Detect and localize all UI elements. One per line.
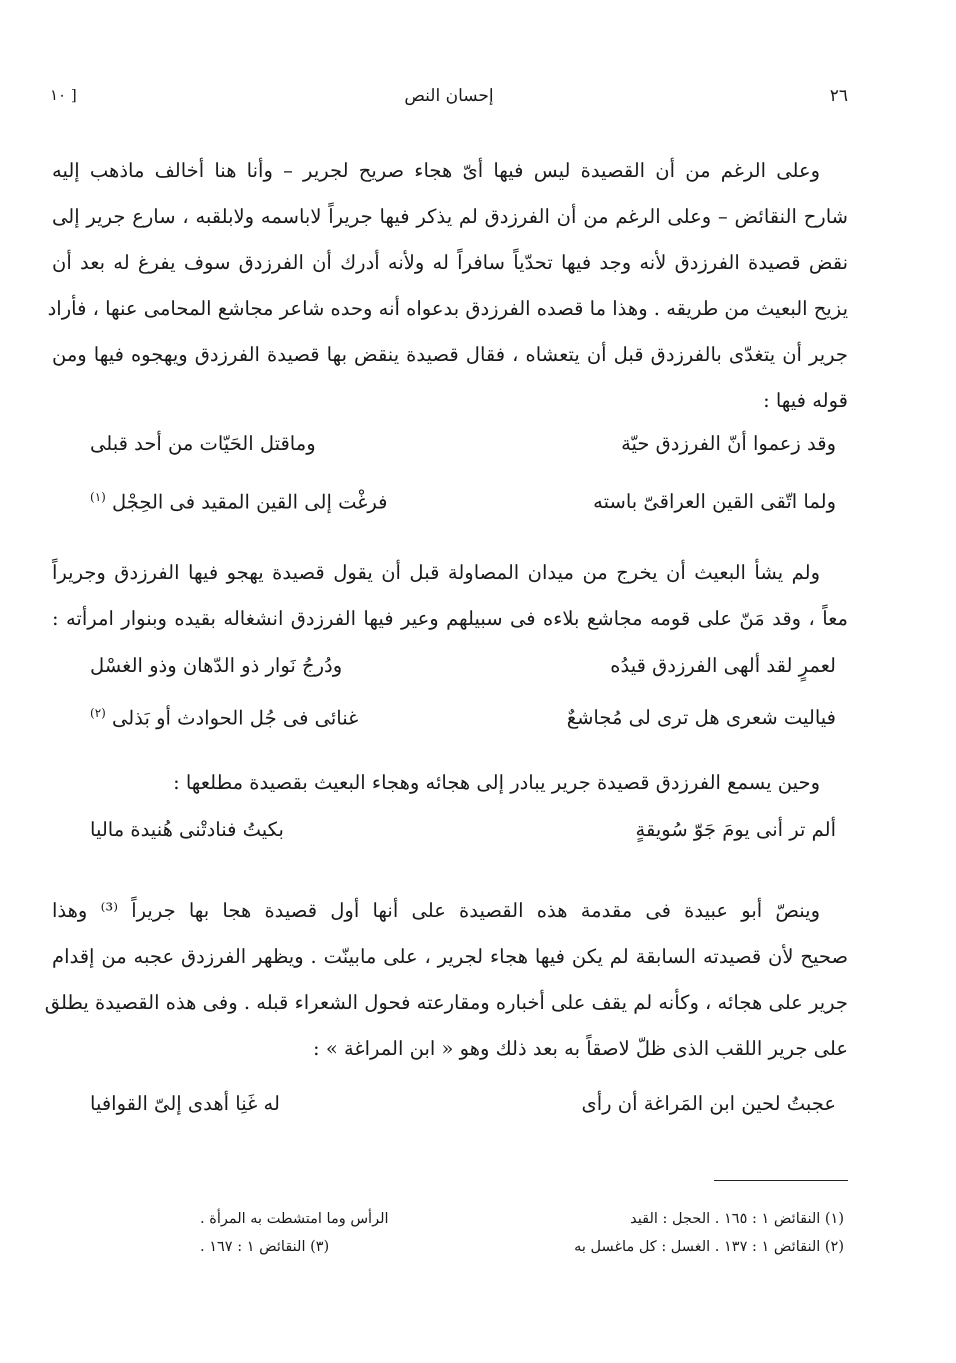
verse-second-hemistich (90, 490, 388, 514)
verse-line (90, 818, 836, 864)
verse-second-hemistich: وماقتل الحَيّات من أحد قبلى (90, 432, 316, 455)
text-line: وينصّ أبو عبيدة فى مقدمة هذه القصيدة على أنها أول قصيدة هجا بها جريراً ⁽³⁾ وهذا (52, 899, 820, 922)
text-line: جرير أن يتغدّى بالفرزدق قبل أن يتعشاه ، فقال قصيدة ينقض بها قصيدة الفرزدق ويهجوه فيها ومن (52, 343, 848, 366)
page-number: ٢٦ (829, 86, 848, 106)
section-mark: [ ١٠ (50, 86, 77, 104)
paragraph-2 (52, 550, 848, 642)
verse-first-hemistich: عجبتُ لحين ابن المَراغة أن رأى (581, 1092, 836, 1115)
footnote-text: (٢) النقائض ١ : ١٣٧ . الغسل : كل ماغسل به (574, 1239, 844, 1255)
running-title: إحسان النص (404, 86, 494, 106)
text-line: يزيح البعيث من طريقه . وهذا ما قصده الفرزدق بدعواه أنه وحده شاعر مجاشع المحامى عنها ، فأراد (47, 297, 848, 320)
footnotes (200, 1205, 844, 1261)
text-line: صحيح لأن قصيدته السابقة لم يكن فيها هجاء لجرير ، على مابينّت . ويظهر الفرزدق عجبه من إقدام (52, 945, 848, 968)
paragraph-1 (47, 148, 848, 424)
footnote-divider (714, 1180, 848, 1181)
verse-second-hemistich: له غَنِا أهدى إلىّ القوافيا (90, 1092, 280, 1115)
verse-text: فرغْت إلى القين المقيد فى الحِجْل (112, 490, 388, 514)
verse-text: غنائى فى جُل الحوادث أو بَذلى (112, 706, 359, 730)
verse-first-hemistich: لعمرٍ لقد ألهى الفرزدق قيدُه (610, 654, 836, 677)
footnote-text: (٣) النقائض ١ : ١٦٧ . (200, 1239, 330, 1255)
text-line: نقض قصيدة الفرزدق لأنه وجد فيها تحدّياً سافراً له ولأنه أدرك أن الفرزدق سوف يفرغ له بعد أن (52, 251, 848, 274)
paragraph-4 (44, 888, 848, 1072)
verse-first-hemistich: ولما اتّقى القين العراقىّ باسته (593, 490, 836, 513)
text-line: وعلى الرغم من أن القصيدة ليس فيها أىّ هجاء صريح لجرير – وأنا هنا أخالف ماذهب إليه (52, 159, 820, 182)
text-line: وحين يسمع الفرزدق قصيدة جرير يبادر إلى هجائه وهجاء البعيث بقصيدة مطلعها : (173, 771, 820, 794)
verse-line (90, 490, 836, 536)
verse-second-hemistich: بكيتُ فنادتْنى هُنيدة ماليا (90, 818, 284, 841)
footnote-text: الرأس وما امتشطت به المرأة . (200, 1211, 389, 1227)
verse-line (90, 654, 836, 700)
text-line: على جرير اللقب الذى ظلّ لاصقاً به بعد ذلك وهو « ابن المراغة » : (313, 1037, 848, 1060)
footnote-row (200, 1205, 844, 1233)
paragraph-3 (52, 760, 848, 806)
text-line: شارح النقائض – وعلى الرغم من أن الفرزدق لم يذكر فيها جريراً لاباسمه ولابلقبه ، سارع جرير إلى (52, 205, 848, 228)
verse-first-hemistich: وقد زعموا أنّ الفرزدق حيّة (621, 432, 836, 455)
footnote-ref: (١) (90, 490, 106, 504)
footnote-ref: (٢) (90, 706, 106, 720)
text-line: معاً ، وقد مَنّ على قومه مجاشع بلاءه فى سبيلهم وعير فيها الفرزدق انشغاله بقيده وبنوار امرأته : (52, 607, 848, 630)
verse-line (90, 1092, 836, 1138)
verse-first-hemistich: فياليت شعرى هل ترى لى مُجاشعٌ (566, 706, 836, 729)
verse-second-hemistich: ودُرجُ نَوار ذو الدّهان وذو الغسْل (90, 654, 343, 677)
text-line: قوله فيها : (763, 389, 848, 412)
footnote-text: (١) النقائض ١ : ١٦٥ . الحجل : القيد (630, 1211, 844, 1227)
text-line: جرير على هجائه ، وكأنه لم يقف على أخباره ومقارعته فحول الشعراء قبله . وفى هذه القصيدة يطلق (44, 991, 848, 1014)
footnote-row (200, 1233, 844, 1261)
verse-second-hemistich (90, 706, 358, 730)
verse-line (90, 432, 836, 478)
text-line: ولم يشأ البعيث أن يخرج من ميدان المصاولة قبل أن يقول قصيدة يهجو فيها الفرزدق وجريراً (52, 561, 820, 584)
verse-first-hemistich: ألم تر أنى يومَ جَوّ سُويقةٍ (635, 818, 836, 841)
running-header (50, 86, 848, 116)
verse-line (90, 706, 836, 752)
